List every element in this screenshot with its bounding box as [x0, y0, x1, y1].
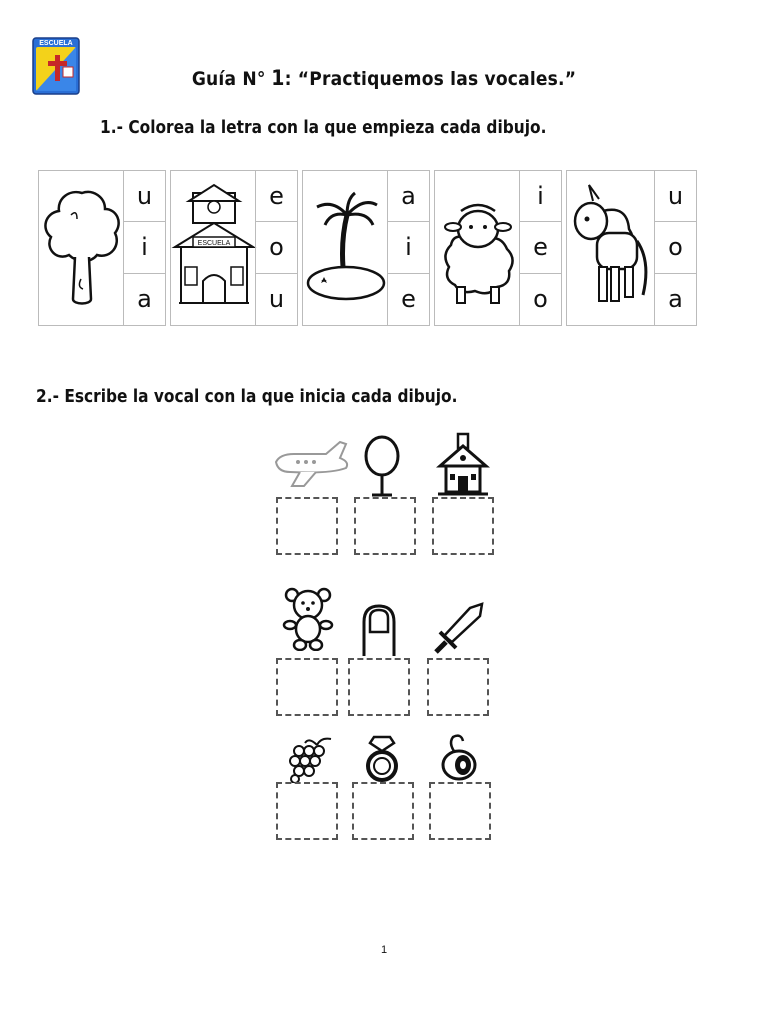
answer-box[interactable] [429, 782, 491, 840]
letter-option[interactable]: i [124, 222, 165, 273]
letter-option[interactable]: a [137, 285, 152, 314]
teddy-bear-icon [282, 587, 334, 651]
instruction-2: 2.- Escribe la vocal con la que inicia cada dibujo. [36, 387, 458, 407]
page-number: 1 [380, 944, 388, 956]
letter-option[interactable]: e [256, 171, 297, 222]
unicorn-icon [567, 171, 656, 325]
school-sign: ESCUELA [197, 240, 231, 247]
school-icon [171, 171, 257, 325]
letter-option[interactable]: u [124, 171, 165, 222]
answer-box[interactable] [348, 658, 410, 716]
yoyo-icon [437, 733, 479, 783]
grapes-icon [287, 735, 337, 783]
card-school [170, 170, 298, 326]
letter-option[interactable]: o [533, 285, 548, 314]
mirror-icon [360, 434, 404, 498]
sword-icon [430, 602, 486, 658]
answer-box[interactable] [276, 782, 338, 840]
letter-option[interactable]: i [520, 171, 561, 222]
letter-option[interactable]: o [256, 222, 297, 273]
answer-box[interactable] [427, 658, 489, 716]
letter-option[interactable]: e [401, 285, 416, 314]
answer-box[interactable] [432, 497, 494, 555]
card-island [302, 170, 430, 326]
tree-icon [39, 171, 125, 325]
letter-option[interactable]: a [668, 285, 683, 314]
instruction-1: 1.- Colorea la letra con la que empieza cada dibujo. [100, 118, 547, 138]
letter-option[interactable]: u [655, 171, 696, 222]
answer-box[interactable] [276, 658, 338, 716]
card-sheep [434, 170, 562, 326]
letter-option[interactable]: u [268, 285, 285, 314]
island-icon [303, 171, 389, 325]
letter-option[interactable]: i [388, 222, 429, 273]
church-icon [436, 432, 490, 496]
ring-icon [362, 733, 402, 783]
page-title: Guía N° 1: “Practiquemos las vocales.” [191, 66, 577, 90]
fingernail-icon [360, 604, 398, 656]
answer-box[interactable] [352, 782, 414, 840]
airplane-icon [270, 440, 352, 490]
svg-text:ESCUELA: ESCUELA [39, 40, 73, 47]
letter-option[interactable]: a [388, 171, 429, 222]
answer-box[interactable] [354, 497, 416, 555]
card-unicorn [566, 170, 697, 326]
vowel-cards [38, 170, 698, 328]
letter-option[interactable]: o [655, 222, 696, 273]
letter-option[interactable]: e [520, 222, 561, 273]
answer-box[interactable] [276, 497, 338, 555]
card-tree [38, 170, 166, 326]
sheep-icon [435, 171, 521, 325]
